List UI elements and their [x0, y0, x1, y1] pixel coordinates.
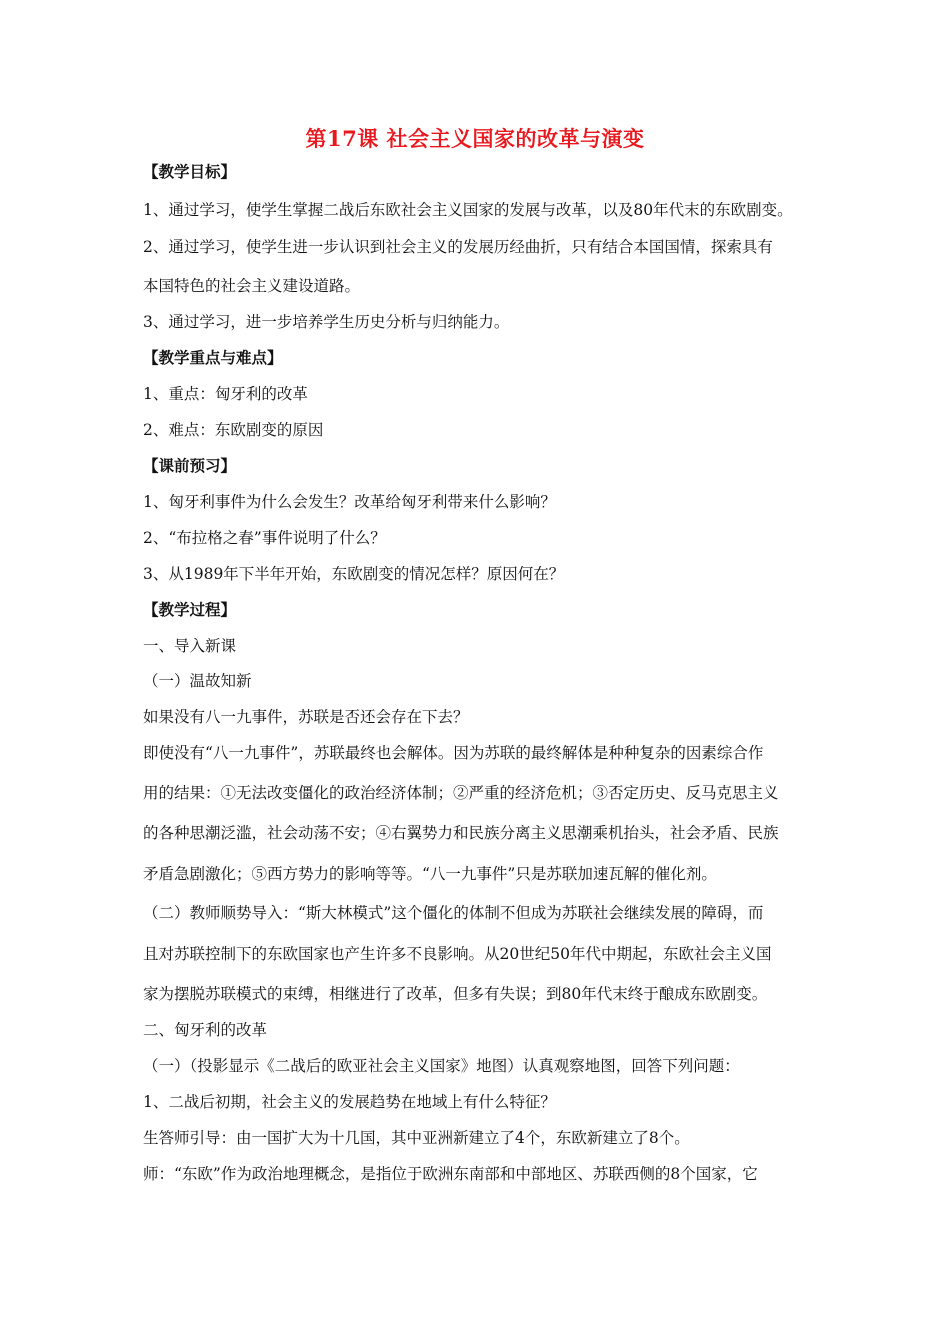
text-line: 用的结果：①无法改变僵化的政治经济体制；②严重的经济危机；③否定历史、反马克思主义: [143, 784, 779, 802]
text-line: 3、从1989年下半年开始，东欧剧变的情况怎样？原因何在？: [143, 565, 565, 583]
text-line: 本国特色的社会主义建设道路。: [143, 277, 361, 295]
text-line: 即使没有“八一九事件”，苏联最终也会解体。因为苏联的最终解体是种种复杂的因素综合作: [143, 744, 764, 762]
text-line: 且对苏联控制下的东欧国家也产生许多不良影响。从20世纪50年代中期起，东欧社会主义国: [143, 945, 772, 963]
text-line: （二）教师顺势导入：“斯大林模式”这个僵化的体制不但成为苏联社会继续发展的障碍，而: [143, 904, 764, 922]
text-line: 生答师引导：由一国扩大为十几国，其中亚洲新建立了4个，东欧新建立了8个。: [143, 1129, 690, 1147]
section-heading: 【教学目标】: [143, 162, 237, 181]
text-line: 1、重点：匈牙利的改革: [143, 385, 308, 403]
text-line: 3、通过学习，进一步培养学生历史分析与归纳能力。: [143, 313, 510, 331]
section-heading: 【教学重点与难点】: [143, 348, 283, 367]
text-line: 2、“布拉格之春”事件说明了什么？: [143, 529, 386, 547]
text-line: 1、通过学习，使学生掌握二战后东欧社会主义国家的发展与改革，以及80年代末的东欧剧变。: [143, 201, 793, 219]
section-heading: 【课前预习】: [143, 456, 237, 475]
text-line: 1、二战后初期，社会主义的发展趋势在地域上有什么特征？: [143, 1093, 556, 1111]
document-title: 第17课 社会主义国家的改革与演变: [305, 126, 645, 151]
text-line: 2、通过学习，使学生进一步认识到社会主义的发展历经曲折，只有结合本国国情，探索具有: [143, 238, 773, 256]
text-line: 二、匈牙利的改革: [143, 1021, 268, 1039]
text-line: （一）温故知新: [143, 672, 252, 690]
section-heading: 【教学过程】: [143, 600, 237, 619]
text-line: 2、难点：东欧剧变的原因: [143, 421, 324, 439]
text-line: 1、匈牙利事件为什么会发生？改革给匈牙利带来什么影响？: [143, 493, 556, 511]
text-line: 师：“东欧”作为政治地理概念，是指位于欧洲东南部和中部地区、苏联西侧的8个国家，它: [143, 1165, 758, 1183]
text-line: 一、导入新课: [143, 637, 237, 655]
text-line: 的各种思潮泛滥，社会动荡不安；④右翼势力和民族分离主义思潮乘机抬头，社会矛盾、民族: [143, 824, 779, 842]
text-line: （一）（投影显示《二战后的欧亚社会主义国家》地图）认真观察地图，回答下列问题：: [143, 1057, 740, 1075]
text-line: 矛盾急剧激化；⑤西方势力的影响等等。“八一九事件”只是苏联加速瓦解的催化剂。: [143, 865, 717, 883]
text-line: 如果没有八一九事件，苏联是否还会存在下去？: [143, 708, 469, 726]
text-line: 家为摆脱苏联模式的束缚，相继进行了改革，但多有失误；到80年代末终于酿成东欧剧变。: [143, 985, 768, 1003]
